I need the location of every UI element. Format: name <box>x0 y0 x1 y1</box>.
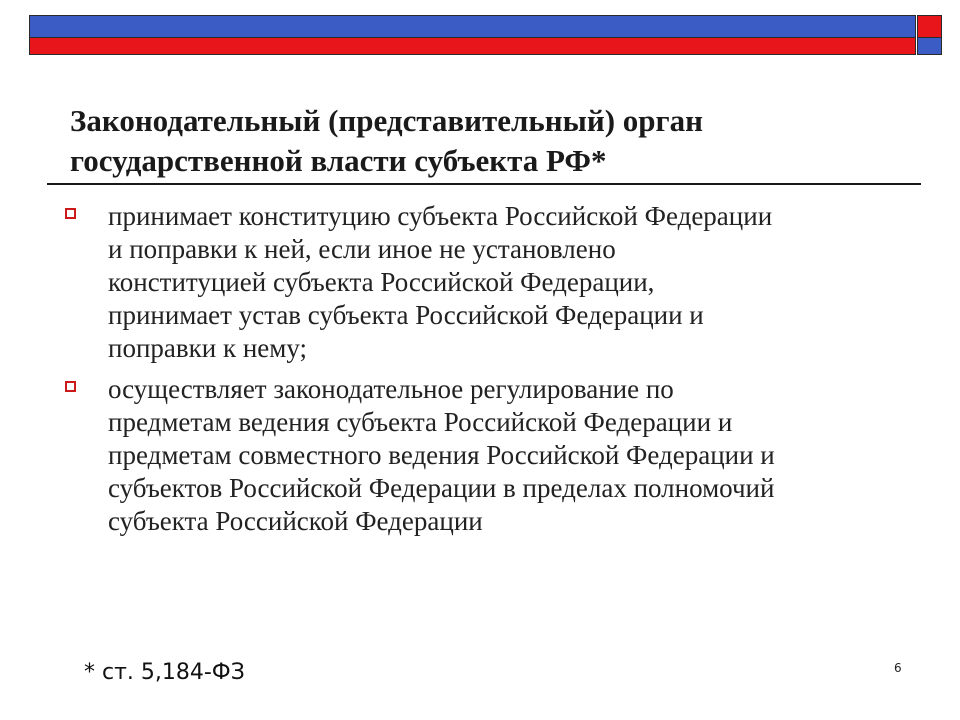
title-underline <box>47 183 921 185</box>
bullet-1-line-4: принимает устав субъекта Российской Федерации и <box>108 300 704 330</box>
slide-title-line-1: Законодательный (представительный) орган <box>70 103 703 138</box>
bullet-1-line-3: конституцией субъекта Российской Федерации, <box>108 267 655 297</box>
bullet-1-line-2: и поправки к ней, если иное не установлено <box>108 234 616 264</box>
bullet-2-line-5: субъекта Российской Федерации <box>108 506 483 536</box>
bullet-1-line-1: принимает конституцию субъекта Российской Федерации <box>108 201 773 231</box>
bullet-2-line-1: осуществляет законодательное регулирование по <box>108 374 674 404</box>
bullet-2-line-3: предметам совместного ведения Российской Федерации и <box>108 440 775 470</box>
bullet-list <box>60 200 920 546</box>
bullet-2-line-2: предметам ведения субъекта Российской Федерации и <box>108 407 733 437</box>
bullet-1-line-5: поправки к нему; <box>108 333 307 363</box>
page-number: 6 <box>894 661 902 675</box>
header-square-red <box>917 15 942 38</box>
slide-title-line-2: государственной власти субъекта РФ* <box>70 143 607 178</box>
bullet-2-line-4: субъектов Российской Федерации в пределах полномочий <box>108 473 775 503</box>
bullet-item-2 <box>60 373 920 538</box>
header-square-blue <box>917 38 942 55</box>
bullet-item-1 <box>60 200 920 365</box>
footnote: * ст. 5,184-ФЗ <box>84 660 245 685</box>
slide-title <box>70 101 900 181</box>
hollow-square-icon <box>65 381 76 392</box>
header-bar-red <box>29 38 916 55</box>
header-bar-blue <box>29 15 916 38</box>
hollow-square-icon <box>65 208 76 219</box>
